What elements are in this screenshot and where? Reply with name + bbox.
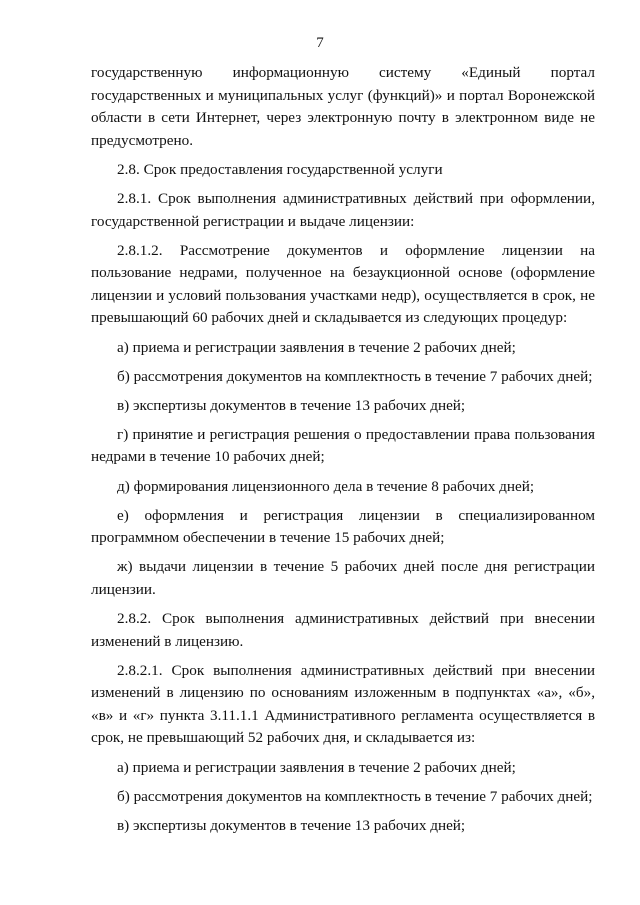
list-item-v-2: в) экспертизы документов в течение 13 рабочих дней; (117, 816, 466, 834)
paragraph-continuation: государственную информационную систему «Единый портал государственных и муниципальных услуг (функций)» и портал Воронежской области в сети Интернет, через электронную почту в электронном виде не предусмотрено. (91, 64, 595, 149)
list-item-zh: ж) выдачи лицензии в течение 5 рабочих дней после дня регистрации лицензии. (91, 558, 595, 598)
paragraph-2-8-2-1: 2.8.2.1. Срок выполнения административных действий при внесении изменений в лицензию по основаниям изложенным в подпунктах «а», «б», «в» и «г» пункта 3.11.1.1 Административного регламента осуществляется в срок, не превышающий 52 рабочих дня, и складывается из: (91, 661, 595, 747)
list-item-b-2: б) рассмотрения документов на комплектность в течение 7 рабочих дней; (117, 787, 593, 805)
page-number: 7 (316, 35, 324, 51)
paragraph-2-8-1: 2.8.1. Срок выполнения административных действий при оформлении, государственной регистрации и выдаче лицензии: (91, 189, 595, 230)
list-item-b: б) рассмотрения документов на комплектность в течение 7 рабочих дней; (117, 367, 593, 385)
list-item-v: в) экспертизы документов в течение 13 рабочих дней; (117, 396, 466, 414)
section-heading-2-8: 2.8. Срок предоставления государственной услуги (117, 160, 443, 178)
document-body (91, 62, 595, 844)
list-item-d: д) формирования лицензионного дела в течение 8 рабочих дней; (117, 477, 535, 495)
list-item-e: е) оформления и регистрация лицензии в специализированном программном обеспечении в течение 15 рабочих дней; (91, 506, 595, 547)
paragraph-2-8-1-2: 2.8.1.2. Рассмотрение документов и оформление лицензии на пользование недрами, полученное на безаукционной основе (оформление лицензии и условий пользования участками недр), осуществляется в срок, не превышающий 60 рабочих дней и складывается из следующих процедур: (91, 241, 595, 327)
list-item-a-2: а) приема и регистрации заявления в течение 2 рабочих дней; (117, 758, 516, 776)
list-item-g: г) принятие и регистрация решения о предоставлении права пользования недрами в течение 10 рабочих дней; (91, 425, 595, 466)
list-item-a: а) приема и регистрации заявления в течение 2 рабочих дней; (117, 338, 516, 356)
paragraph-2-8-2: 2.8.2. Срок выполнения административных действий при внесении изменений в лицензию. (91, 609, 595, 650)
